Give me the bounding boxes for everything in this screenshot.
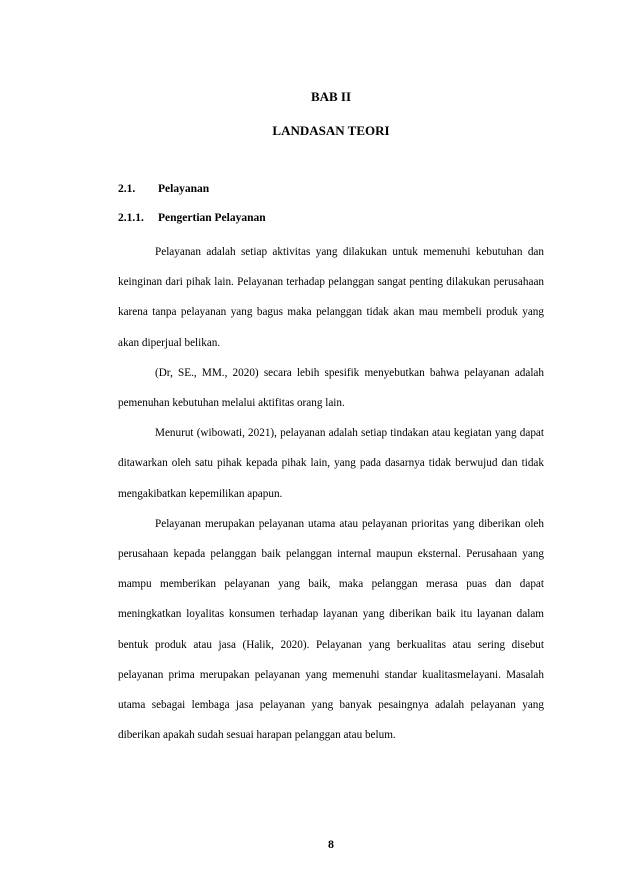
paragraph: Pelayanan merupakan pelayanan utama atau pelayanan prioritas yang diberikan oleh perusahaan kepada pelanggan baik pelanggan internal maupun eksternal. Perusahaan yang mampu memberikan pelayanan yang baik, maka pelanggan merasa puas dan dapat meningkatkan loyalitas konsumen terhadap layanan yang diberikan baik itu layanan dalam bentuk produk atau jasa (Halik, 2020). Pelayanan yang berkualitas atau sering disebut pelayanan prima merupakan pelayanan yang memenuhi standar kualitasmelayani. Masalah utama sebagai lembaga jasa pelayanan yang banyak pesaingnya adalah pelayanan yang diberikan apakah sudah sesuai harapan pelanggan atau belum. <box>118 517 544 742</box>
paragraph: Pelayanan adalah setiap aktivitas yang dilakukan untuk memenuhi kebutuhan dan keinginan dari pihak lain. Pelayanan terhadap pelanggan sangat penting dilakukan perusahaan karena tanpa pelayanan yang bagus maka pelanggan tidak akan mau membeli produk yang akan diperjual belikan. <box>118 246 544 349</box>
page-number: 8 <box>328 837 334 851</box>
body-text <box>118 237 544 750</box>
section-heading <box>118 183 209 195</box>
paragraph: (Dr, SE., MM., 2020) secara lebih spesifik menyebutkan bahwa pelayanan adalah pemenuhan kebutuhan melalui aktifitas orang lain. <box>118 366 544 410</box>
paragraph: Menurut (wibowati, 2021), pelayanan adalah setiap tindakan atau kegiatan yang dapat ditawarkan oleh satu pihak kepada pihak lain, yang pada dasarnya tidak berwujud dan tidak mengakibatkan kepemilikan apapun. <box>118 427 544 500</box>
chapter-title: LANDASAN TEORI <box>272 123 390 138</box>
chapter-number: BAB II <box>310 89 352 104</box>
section-title: Pelayanan <box>158 183 210 195</box>
subsection-title: Pengertian Pelayanan <box>158 212 266 224</box>
subsection-number: 2.1.1. <box>118 212 144 224</box>
section-number: 2.1. <box>118 183 136 195</box>
subsection-heading <box>118 212 266 224</box>
